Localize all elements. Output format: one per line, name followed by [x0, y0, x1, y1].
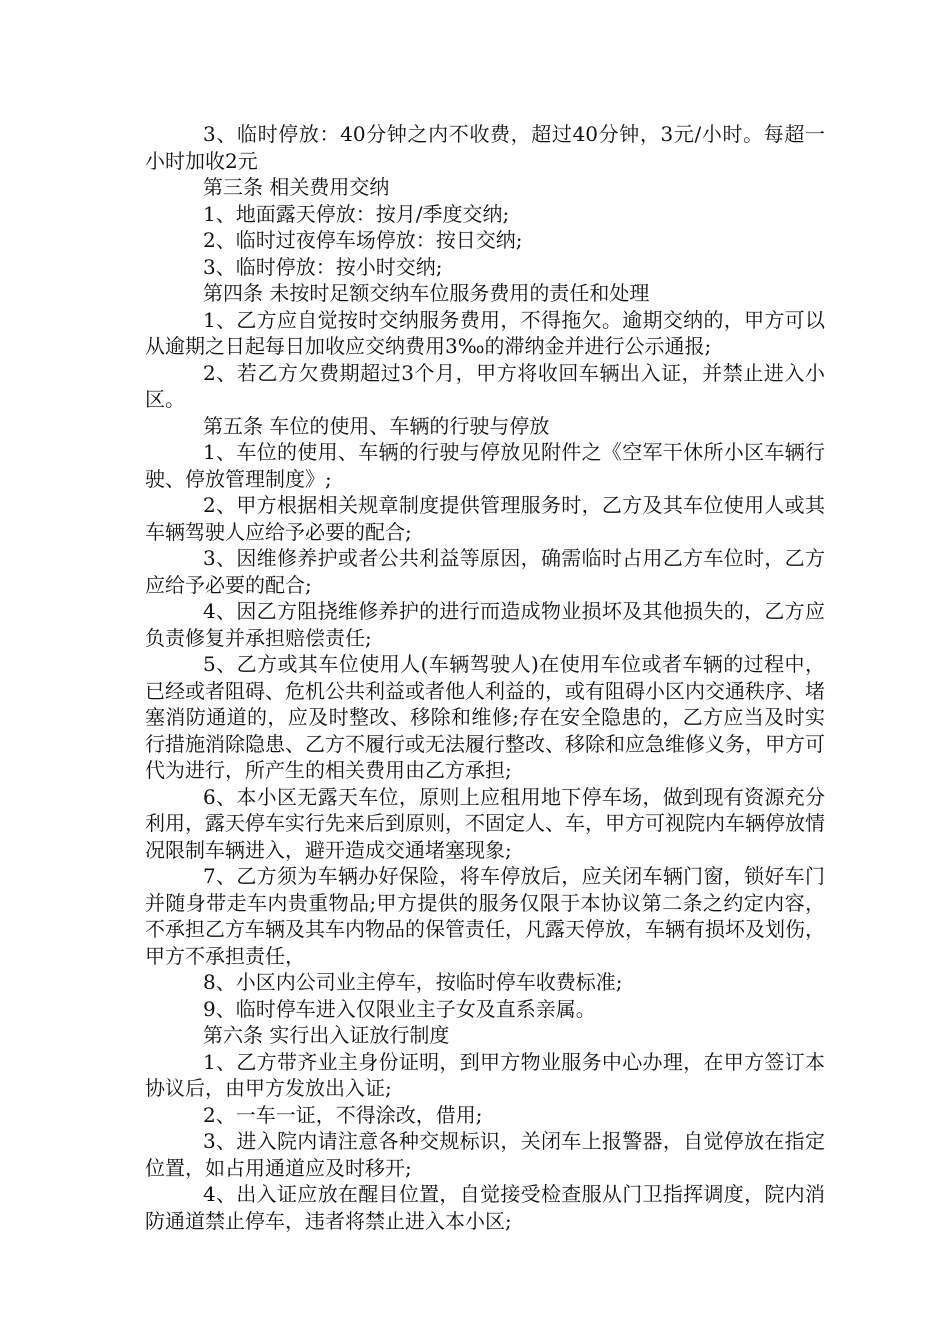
paragraph-article-4-item-2: 2、若乙方欠费期超过3个月，甲方将收回车辆出入证，并禁止进入小区。 — [145, 360, 825, 411]
heading-article-3: 第三条 相关费用交纳 — [203, 175, 390, 199]
paragraph-article-5-item-1: 1、车位的使用、车辆的行驶与停放见附件之《空军干休所小区车辆行驶、停放管理制度》; — [145, 440, 825, 491]
paragraph-article-5-item-2: 2、甲方根据相关规章制度提供管理服务时，乙方及其车位使用人或其车辆驾驶人应给予必要的配合; — [145, 493, 825, 544]
paragraph-article-6-item-3: 3、进入院内请注意各种交规标识，关闭车上报警器，自觉停放在指定位置，如占用通道应及时移开; — [145, 1129, 825, 1180]
heading-article-5: 第五条 车位的使用、车辆的行驶与停放 — [203, 413, 550, 438]
paragraph-article-4-item-1: 1、乙方应自觉按时交纳服务费用，不得拖欠。逾期交纳的，甲方可以从逾期之日起每日加收应交纳费用3‰的滞纳金并进行公示通报; — [145, 307, 825, 358]
paragraph-article-5-item-5: 5、乙方或其车位使用人(车辆驾驶人)在使用车位或者车辆的过程中，已经或者阻碍、危机公共利益或者他人利益的，或有阻碍小区内交通秩序、堵塞消防通道的，应及时整改、移除和维修;存在安全隐患的，乙方应当及时实行措施消除隐患、乙方不履行或无法履行整改、移除和应急维修义务，甲方可代为进行，所产生的相关费用由乙方承担; — [145, 652, 825, 782]
paragraph-article-5-item-6: 6、本小区无露天车位，原则上应租用地下停车场，做到现有资源充分利用，露天停车实行先来后到原则，不固定人、车，甲方可视院内车辆停放情况限制车辆进入，避开造成交通堵塞现象; — [145, 784, 825, 862]
paragraph-temporary-parking-fee: 3、临时停放：40分钟之内不收费，超过40分钟，3元/小时。每超一小时加收2元 — [145, 122, 825, 173]
paragraph-article-3-item-3: 3、临时停放：按小时交纳; — [203, 254, 443, 279]
heading-article-4: 第四条 未按时足额交纳车位服务费用的责任和处理 — [203, 281, 650, 305]
paragraph-article-6-item-1: 1、乙方带齐业主身份证明，到甲方物业服务中心办理，在甲方签订本协议后，由甲方发放出入证; — [145, 1049, 825, 1100]
paragraph-article-3-item-1: 1、地面露天停放：按月/季度交纳; — [203, 201, 510, 226]
paragraph-article-6-item-2: 2、一车一证，不得涂改，借用; — [203, 1102, 483, 1127]
paragraph-article-5-item-8: 8、小区内公司业主停车，按临时停车收费标准; — [203, 970, 623, 994]
document-body — [145, 121, 825, 1234]
paragraph-article-5-item-4: 4、因乙方阻挠维修养护的进行而造成物业损坏及其他损失的，乙方应负责修复并承担赔偿责任; — [145, 599, 825, 650]
paragraph-article-5-item-9: 9、临时停车进入仅限业主子女及直系亲属。 — [203, 996, 596, 1021]
paragraph-article-5-item-7: 7、乙方须为车辆办好保险，将车停放后，应关闭车辆门窗，锁好车门并随身带走车内贵重物品;甲方提供的服务仅限于本协议第二条之约定内容，不承担乙方车辆及其车内物品的保管责任，凡露天停放，车辆有损坏及划伤，甲方不承担责任， — [145, 864, 825, 968]
paragraph-article-5-item-3: 3、因维修养护或者公共利益等原因，确需临时占用乙方车位时，乙方应给予必要的配合; — [145, 546, 825, 597]
paragraph-article-6-item-4: 4、出入证应放在醒目位置，自觉接受检查服从门卫指挥调度，院内消防通道禁止停车，违者将禁止进入本小区; — [145, 1182, 825, 1233]
paragraph-article-3-item-2: 2、临时过夜停车场停放：按日交纳; — [203, 228, 523, 252]
heading-article-6: 第六条 实行出入证放行制度 — [203, 1023, 450, 1047]
